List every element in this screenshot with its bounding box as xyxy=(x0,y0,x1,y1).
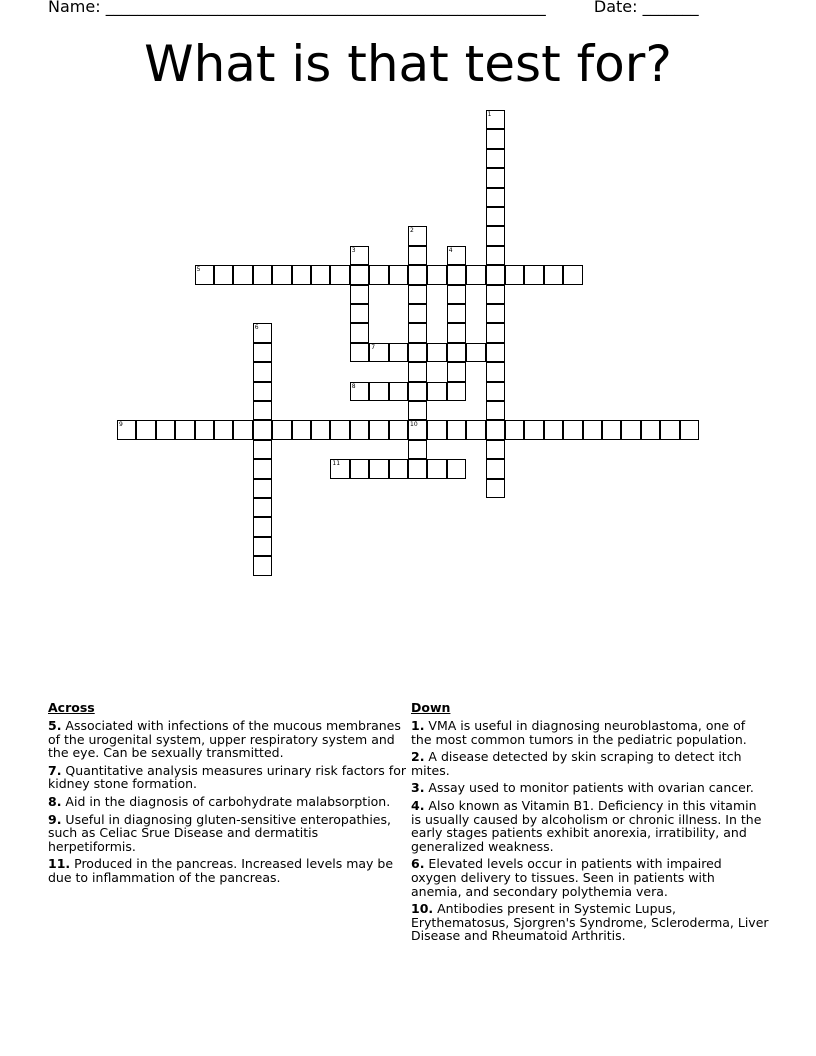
grid-cell[interactable] xyxy=(486,343,505,362)
grid-cell[interactable] xyxy=(253,517,272,536)
clue-number: 5 xyxy=(196,266,201,274)
down-clues xyxy=(411,700,769,947)
grid-cell[interactable] xyxy=(214,420,233,439)
across-clue xyxy=(48,813,406,854)
grid-cell[interactable] xyxy=(602,420,621,439)
grid-cell[interactable] xyxy=(486,188,505,207)
grid-cell[interactable] xyxy=(427,420,446,439)
grid-cell[interactable] xyxy=(544,420,563,439)
grid-cell[interactable] xyxy=(486,149,505,168)
clue-number: 6 xyxy=(254,324,259,332)
clue-number: 1. xyxy=(411,718,425,733)
grid-cell[interactable] xyxy=(369,420,388,439)
grid-cell[interactable] xyxy=(486,401,505,420)
grid-cell[interactable] xyxy=(486,285,505,304)
grid-cell[interactable] xyxy=(389,382,408,401)
clue-number: 7. xyxy=(48,762,62,778)
grid-cell[interactable] xyxy=(389,343,408,362)
down-clue xyxy=(411,750,769,777)
grid-cell[interactable] xyxy=(427,459,446,478)
clue-number: 6. xyxy=(411,856,425,872)
grid-cell[interactable] xyxy=(641,420,660,439)
date-label: Date: xyxy=(593,0,638,16)
grid-cell[interactable] xyxy=(408,265,427,284)
grid-cell[interactable] xyxy=(350,382,369,401)
grid-cell[interactable] xyxy=(350,323,369,342)
grid-cell[interactable] xyxy=(680,420,699,439)
grid-cell[interactable] xyxy=(253,401,272,420)
clue-number: 2 xyxy=(410,227,414,235)
grid-cell[interactable] xyxy=(524,420,543,439)
across-clue xyxy=(48,795,406,809)
grid-cell[interactable] xyxy=(505,265,524,284)
grid-cell[interactable] xyxy=(408,362,427,381)
grid-cell[interactable] xyxy=(486,479,505,498)
grid-cell[interactable] xyxy=(389,420,408,439)
down-clue xyxy=(411,799,769,853)
grid-cell[interactable] xyxy=(350,246,369,265)
grid-cell[interactable] xyxy=(486,323,505,342)
grid-cell[interactable] xyxy=(350,285,369,304)
grid-cell[interactable] xyxy=(563,420,582,439)
grid-cell[interactable] xyxy=(486,246,505,265)
clue-number: 11 xyxy=(332,460,341,468)
grid-cell[interactable] xyxy=(447,362,466,381)
grid-cell[interactable] xyxy=(563,265,582,284)
clue-text: VMA is useful in diagnosing neuroblastoma, one of the most common tumors in the pediatric population. xyxy=(411,718,747,747)
grid-cell[interactable] xyxy=(389,265,408,284)
grid-cell[interactable] xyxy=(350,420,369,439)
grid-cell[interactable] xyxy=(350,343,369,362)
grid-cell[interactable] xyxy=(408,226,427,245)
clue-number: 10. xyxy=(411,901,434,917)
grid-cell[interactable] xyxy=(447,265,466,284)
grid-cell[interactable] xyxy=(350,304,369,323)
grid-cell[interactable] xyxy=(330,459,349,478)
grid-cell[interactable] xyxy=(253,479,272,498)
grid-cell[interactable] xyxy=(253,420,272,439)
grid-cell[interactable] xyxy=(253,498,272,517)
name-label: Name: xyxy=(48,0,101,16)
grid-cell[interactable] xyxy=(253,265,272,284)
grid-cell[interactable] xyxy=(486,207,505,226)
grid-cell[interactable] xyxy=(447,285,466,304)
grid-cell[interactable] xyxy=(233,420,252,439)
clue-number: 4 xyxy=(448,246,453,254)
grid-cell[interactable] xyxy=(486,226,505,245)
grid-cell[interactable] xyxy=(253,323,272,342)
grid-cell[interactable] xyxy=(253,537,272,556)
grid-cell[interactable] xyxy=(544,265,563,284)
grid-cell[interactable] xyxy=(466,420,485,439)
grid-cell[interactable] xyxy=(486,382,505,401)
clue-number: 2. xyxy=(411,749,425,765)
clue-number: 7 xyxy=(371,343,376,351)
across-clue xyxy=(48,764,406,791)
grid-cell[interactable] xyxy=(408,382,427,401)
clue-text: Elevated levels occur in patients with impaired oxygen delivery to tissues. Seen in patients with anemia, and secondary polythemia vera. xyxy=(411,856,722,899)
grid-cell[interactable] xyxy=(389,459,408,478)
clue-number: 3. xyxy=(411,780,425,796)
grid-cell[interactable] xyxy=(447,382,466,401)
clue-text: Antibodies present in Systemic Lupus, Erythematosus, Sjorgren's Syndrome, Scleroderma, Liver Disease and Rheumatoid Arthritis. xyxy=(411,901,769,944)
grid-cell[interactable] xyxy=(350,265,369,284)
grid-cell[interactable] xyxy=(408,420,427,439)
grid-cell[interactable] xyxy=(447,246,466,265)
down-clue xyxy=(411,781,769,795)
grid-cell[interactable] xyxy=(486,459,505,478)
grid-cell[interactable] xyxy=(408,246,427,265)
down-clue xyxy=(411,719,769,746)
grid-cell[interactable] xyxy=(369,343,388,362)
grid-cell[interactable] xyxy=(272,265,291,284)
grid-cell[interactable] xyxy=(447,304,466,323)
grid-cell[interactable] xyxy=(253,382,272,401)
grid-cell[interactable] xyxy=(583,420,602,439)
clue-number: 10 xyxy=(410,421,418,429)
grid-cell[interactable] xyxy=(486,440,505,459)
down-clue xyxy=(411,857,769,898)
grid-cell[interactable] xyxy=(117,420,136,439)
clue-number: 8 xyxy=(351,382,356,390)
grid-cell[interactable] xyxy=(253,343,272,362)
down-clue xyxy=(411,902,769,943)
clue-number: 8. xyxy=(48,793,62,809)
grid-cell[interactable] xyxy=(253,362,272,381)
grid-cell[interactable] xyxy=(621,420,640,439)
down-heading: Down xyxy=(411,700,451,715)
grid-cell[interactable] xyxy=(486,168,505,187)
grid-cell[interactable] xyxy=(195,265,214,284)
grid-cell[interactable] xyxy=(427,382,446,401)
across-clue xyxy=(48,719,406,760)
grid-cell[interactable] xyxy=(136,420,155,439)
clue-number: 9. xyxy=(48,811,62,827)
grid-cell[interactable] xyxy=(427,265,446,284)
across-clue-list xyxy=(48,719,406,885)
grid-cell[interactable] xyxy=(369,382,388,401)
puzzle-title: What is that test for? xyxy=(144,35,672,93)
grid-cell[interactable] xyxy=(369,265,388,284)
grid-cell[interactable] xyxy=(524,265,543,284)
grid-cell[interactable] xyxy=(253,440,272,459)
down-clue-list xyxy=(411,719,769,943)
name-blank[interactable]: _______________________________________________________ xyxy=(105,0,546,16)
grid-cell[interactable] xyxy=(447,343,466,362)
grid-cell[interactable] xyxy=(311,265,330,284)
clue-number: 4. xyxy=(411,797,425,813)
clue-number: 3 xyxy=(351,246,356,254)
clue-number: 11. xyxy=(48,856,71,872)
clue-text: Useful in diagnosing gluten-sensitive enteropathies, such as Celiac Srue Disease and dermatitis herpetiformis. xyxy=(48,811,391,854)
grid-cell[interactable] xyxy=(214,265,233,284)
grid-cell[interactable] xyxy=(486,304,505,323)
clue-number: 1 xyxy=(487,111,492,118)
grid-cell[interactable] xyxy=(486,362,505,381)
clue-text: Also known as Vitamin B1. Deficiency in this vitamin is usually caused by alcoholism or chronic illness. In the early stages patients exhibit anorexia, irratibility, and generalized weakness. xyxy=(411,797,762,854)
grid-cell[interactable] xyxy=(156,420,175,439)
grid-cell[interactable] xyxy=(330,420,349,439)
grid-cell[interactable] xyxy=(350,459,369,478)
grid-cell[interactable] xyxy=(486,265,505,284)
across-heading: Across xyxy=(48,700,95,715)
grid-cell[interactable] xyxy=(408,304,427,323)
grid-cell[interactable] xyxy=(233,265,252,284)
grid-cell[interactable] xyxy=(505,420,524,439)
grid-cell[interactable] xyxy=(447,420,466,439)
grid-cell[interactable] xyxy=(408,440,427,459)
grid-cell[interactable] xyxy=(408,323,427,342)
grid-cell[interactable] xyxy=(408,459,427,478)
grid-cell[interactable] xyxy=(447,323,466,342)
grid-cell[interactable] xyxy=(253,556,272,575)
grid-cell[interactable] xyxy=(466,343,485,362)
grid-cell[interactable] xyxy=(292,420,311,439)
clue-text: Associated with infections of the mucous membranes of the urogenital system, upper respiratory system and the eye. Can be sexually transmitted. xyxy=(48,718,401,761)
grid-cell[interactable] xyxy=(408,343,427,362)
clue-text: A disease detected by skin scraping to detect itch mites. xyxy=(411,749,742,778)
grid-cell[interactable] xyxy=(311,420,330,439)
date-blank[interactable]: _______ xyxy=(642,0,699,16)
grid-cell[interactable] xyxy=(175,420,194,439)
grid-cell[interactable] xyxy=(272,420,291,439)
across-clue xyxy=(48,857,406,884)
grid-cell[interactable] xyxy=(369,459,388,478)
grid-cell[interactable] xyxy=(195,420,214,439)
across-clues xyxy=(48,700,406,889)
clue-text: Assay used to monitor patients with ovarian cancer. xyxy=(424,780,754,796)
grid-cell[interactable] xyxy=(466,265,485,284)
clue-number: 5. xyxy=(48,718,62,733)
grid-cell[interactable] xyxy=(427,343,446,362)
grid-cell[interactable] xyxy=(408,401,427,420)
clue-text: Quantitative analysis measures urinary risk factors for kidney stone formation. xyxy=(48,762,406,792)
grid-cell[interactable] xyxy=(447,459,466,478)
grid-cell[interactable] xyxy=(486,129,505,148)
grid-cell[interactable] xyxy=(292,265,311,284)
grid-cell[interactable] xyxy=(330,265,349,284)
grid-cell[interactable] xyxy=(486,420,505,439)
name-date-line xyxy=(48,0,699,17)
clue-text: Produced in the pancreas. Increased levels may be due to inflammation of the pancreas. xyxy=(48,856,394,885)
grid-cell[interactable] xyxy=(253,459,272,478)
grid-cell[interactable] xyxy=(660,420,679,439)
clue-text: Aid in the diagnosis of carbohydrate malabsorption. xyxy=(61,793,391,809)
clue-number: 9 xyxy=(119,421,123,429)
grid-cell[interactable] xyxy=(486,110,505,129)
grid-cell[interactable] xyxy=(408,285,427,304)
